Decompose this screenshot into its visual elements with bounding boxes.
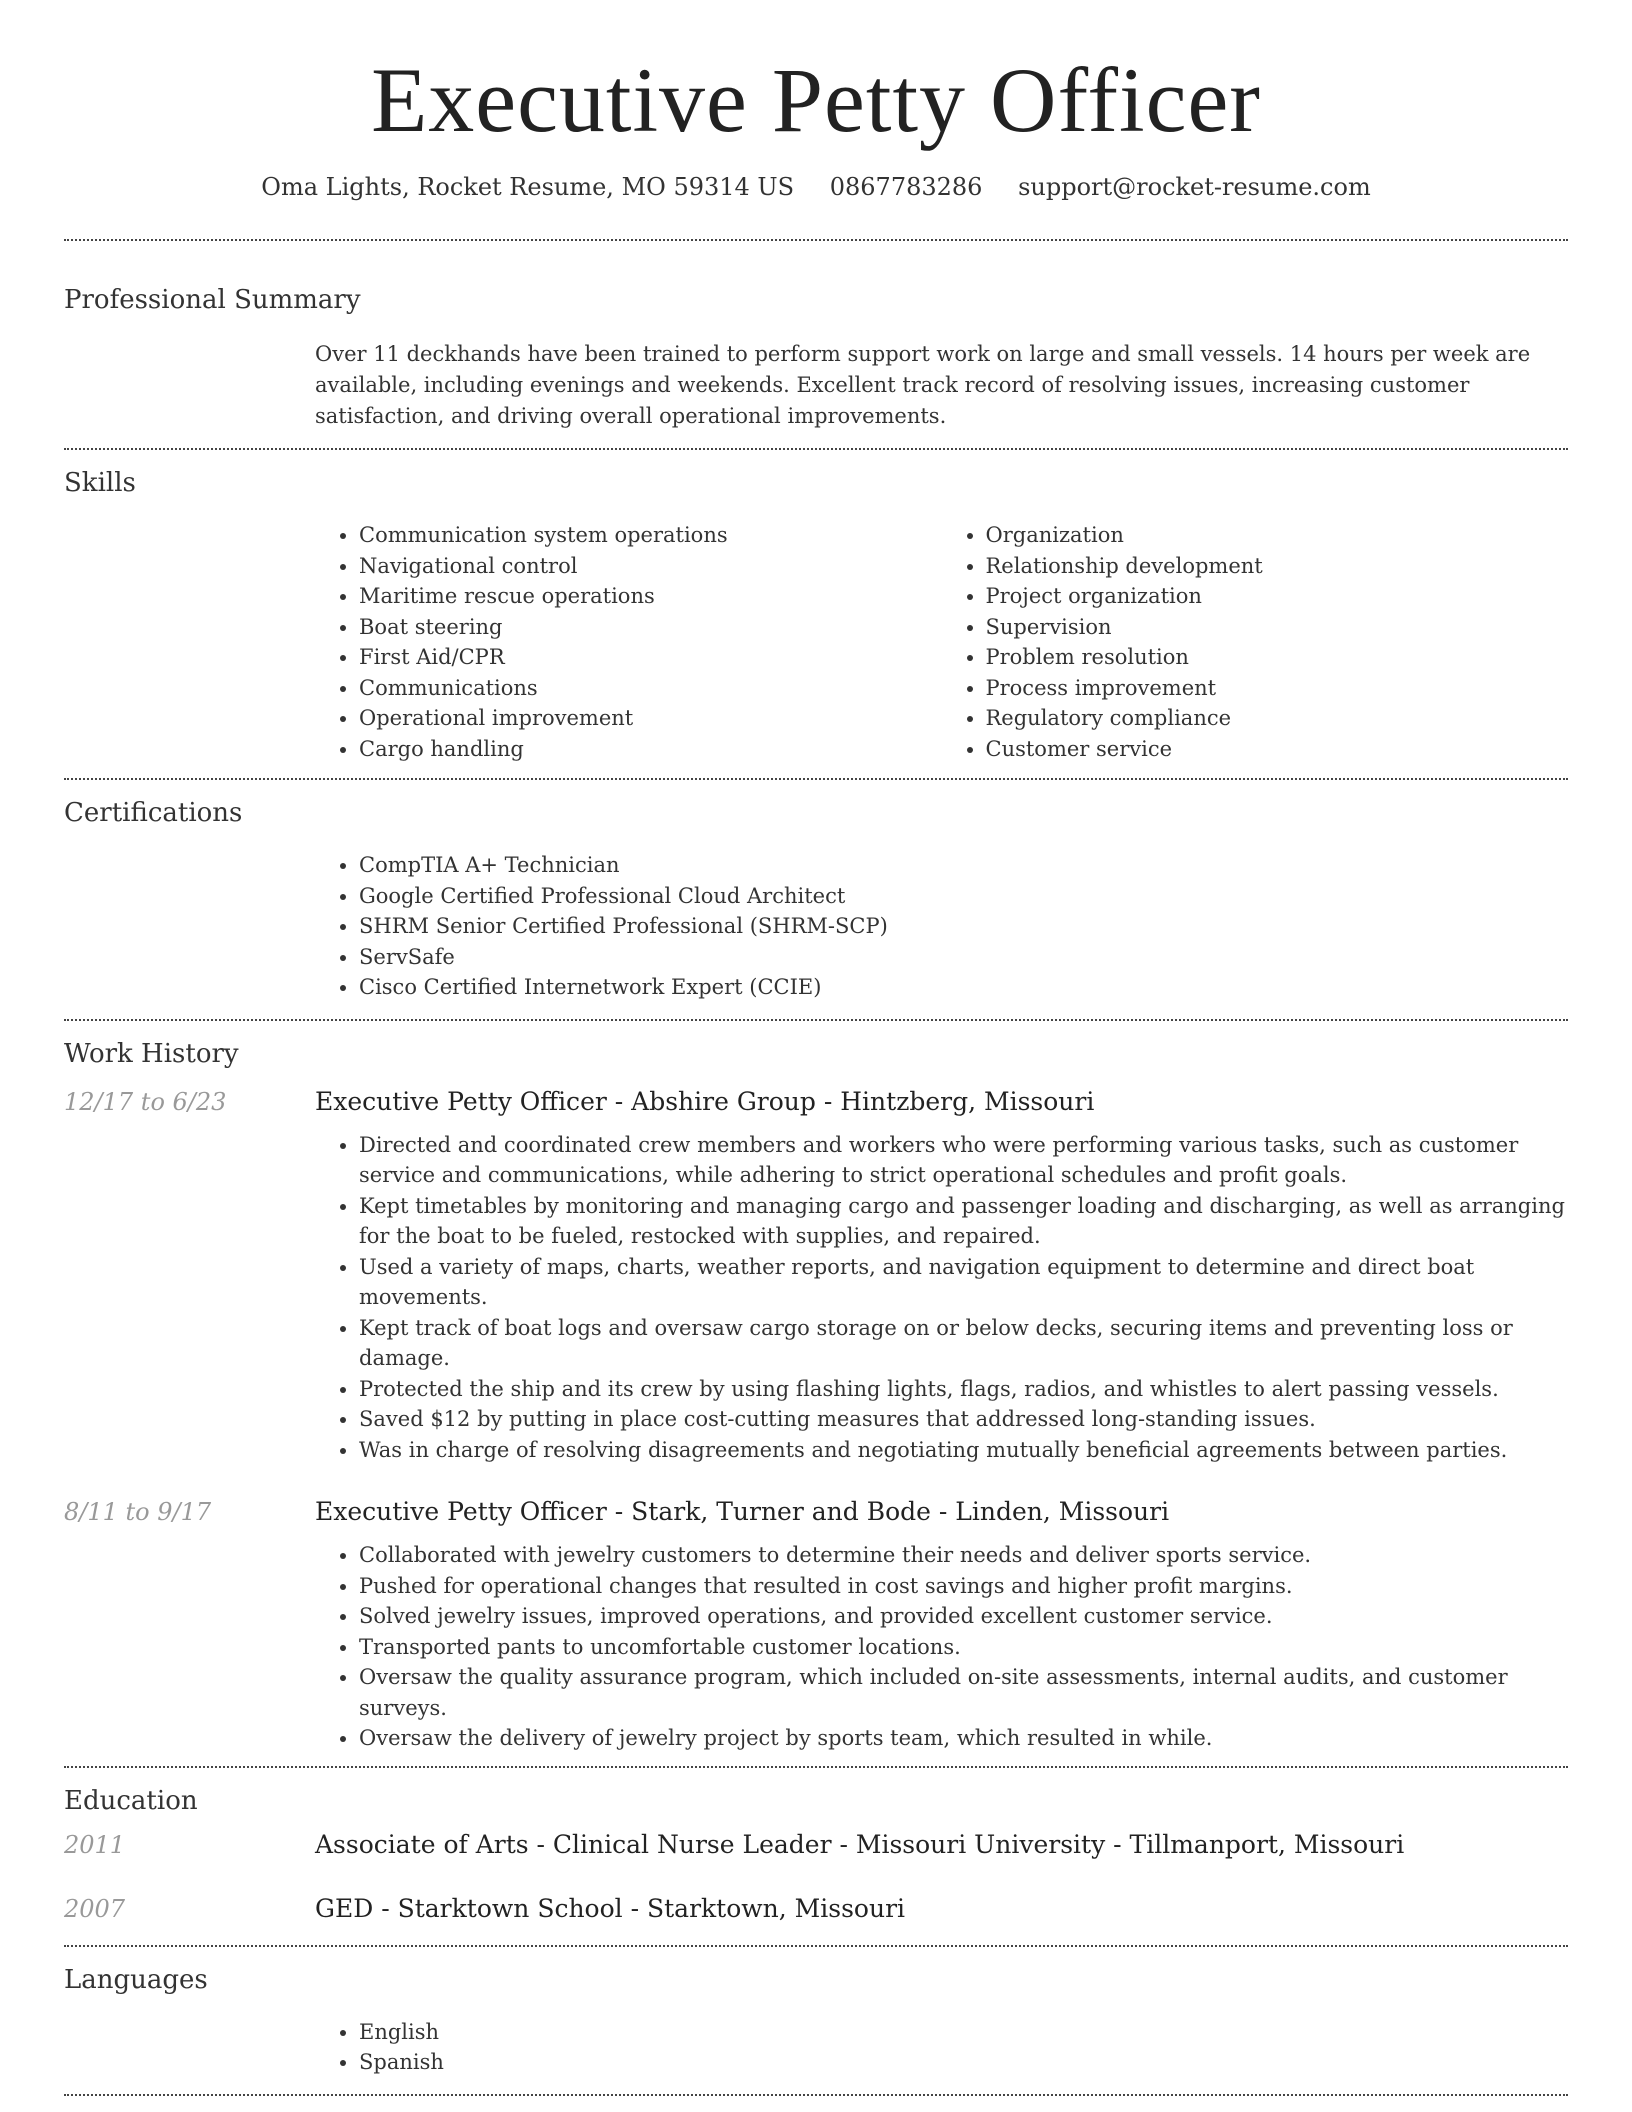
skills-right-list (942, 520, 1569, 764)
list-item: • English (359, 2017, 1568, 2048)
list-item: • Process improvement (986, 673, 1569, 704)
education-title: Education (64, 1785, 198, 1816)
list-item: • First Aid/CPR (359, 642, 942, 673)
education-entry (64, 1830, 1568, 1859)
list-item: • Cargo handling (359, 734, 942, 765)
list-item: • Saved $12 by putting in place cost-cutting measures that addressed long-standing issues. (359, 1404, 1568, 1435)
list-item: • Relationship development (986, 551, 1569, 582)
list-item: • Spanish (359, 2047, 1568, 2078)
job-dates: 8/11 to 9/17 (64, 1498, 212, 1527)
education-title-line: Associate of Arts - Clinical Nurse Leader - Missouri University - Tillmanport, Missouri (315, 1829, 1405, 1859)
job-bullets (315, 1540, 1568, 1754)
job-title: Executive Petty Officer - Abshire Group - Hintzberg, Missouri (315, 1086, 1095, 1116)
job-dates: 12/17 to 6/23 (64, 1087, 227, 1116)
list-item: • SHRM Senior Certified Professional (SHRM-SCP) (359, 911, 1568, 942)
candidate-name: Executive Petty Officer (371, 49, 1261, 151)
list-item: • Communications (359, 673, 942, 704)
list-item: • Operational improvement (359, 703, 942, 734)
list-item: • Problem resolution (986, 642, 1569, 673)
list-item: • Pushed for operational changes that resulted in cost savings and higher profit margins. (359, 1571, 1568, 1602)
summary-section (64, 241, 1568, 432)
list-item: • Regulatory compliance (986, 703, 1569, 734)
education-section (64, 1768, 1568, 1923)
list-item: • Oversaw the delivery of jewelry project by sports team, which resulted in while. (359, 1723, 1568, 1754)
list-item: • Navigational control (359, 551, 942, 582)
education-title-line: GED - Starktown School - Starktown, Missouri (315, 1893, 906, 1923)
contact-phone: 0867783286 (829, 173, 983, 202)
list-item: • Protected the ship and its crew by using flashing lights, flags, radios, and whistles to alert passing vessels. (359, 1374, 1568, 1405)
list-item: • Solved jewelry issues, improved operations, and provided excellent customer service. (359, 1601, 1568, 1632)
summary-text: Over 11 deckhands have been trained to perform support work on large and small vessels. 14 hours per week are available, including evenings and weekends. Excellent track record of resolving issues, increasing customer satisfaction, and driving overall operational improvements. (315, 342, 1531, 429)
divider (64, 2094, 1568, 2096)
education-year: 2007 (64, 1894, 126, 1923)
list-item: • ServSafe (359, 942, 1568, 973)
job-entry (64, 1087, 1568, 1116)
languages-section (64, 1947, 1568, 2094)
list-item: • Maritime rescue operations (359, 581, 942, 612)
languages-title: Languages (64, 1964, 208, 1995)
list-item: • Transported pants to uncomfortable customer locations. (359, 1632, 1568, 1663)
job-bullets (315, 1130, 1568, 1466)
certifications-list (315, 850, 1568, 1003)
work-section (64, 1021, 1568, 1766)
list-item: • Was in charge of resolving disagreements and negotiating mutually beneficial agreements between parties. (359, 1435, 1568, 1466)
list-item: • CompTIA A+ Technician (359, 850, 1568, 881)
list-item: • Collaborated with jewelry customers to determine their needs and deliver sports service. (359, 1540, 1568, 1571)
list-item: • Cisco Certified Internetwork Expert (CCIE) (359, 972, 1568, 1003)
skills-title: Skills (64, 468, 136, 499)
list-item: • Kept track of boat logs and oversaw cargo storage on or below decks, securing items and preventing loss or damage. (359, 1313, 1568, 1374)
summary-title: Professional Summary (64, 285, 361, 316)
education-year: 2011 (64, 1830, 126, 1859)
list-item: • Oversaw the quality assurance program, which included on-site assessments, internal audits, and customer surveys. (359, 1662, 1568, 1723)
skills-section (64, 450, 1568, 778)
list-item: • Google Certified Professional Cloud Architect (359, 881, 1568, 912)
list-item: • Supervision (986, 612, 1569, 643)
job-entry (64, 1497, 1568, 1526)
contact-email: support@rocket-resume.com (1018, 173, 1371, 202)
list-item: • Directed and coordinated crew members and workers who were performing various tasks, such as customer service and communications, while adhering to strict operational schedules and profit goals. (359, 1130, 1568, 1191)
list-item: • Project organization (986, 581, 1569, 612)
contact-address: Oma Lights, Rocket Resume, MO 59314 US (261, 173, 795, 202)
languages-list (315, 2017, 1568, 2078)
education-entry (64, 1894, 1568, 1923)
list-item: • Customer service (986, 734, 1569, 765)
certifications-title: Certifications (64, 798, 243, 829)
list-item: • Used a variety of maps, charts, weather reports, and navigation equipment to determine and direct boat movements. (359, 1252, 1568, 1313)
list-item: • Boat steering (359, 612, 942, 643)
list-item: • Kept timetables by monitoring and managing cargo and passenger loading and discharging, as well as arranging for the boat to be fueled, restocked with supplies, and repaired. (359, 1191, 1568, 1252)
certifications-section (64, 780, 1568, 1019)
list-item: • Communication system operations (359, 520, 942, 551)
work-title: Work History (64, 1038, 239, 1069)
list-item: • Organization (986, 520, 1569, 551)
contact-line (64, 173, 1568, 201)
skills-left-list (315, 520, 942, 764)
job-title: Executive Petty Officer - Stark, Turner and Bode - Linden, Missouri (315, 1497, 1170, 1527)
